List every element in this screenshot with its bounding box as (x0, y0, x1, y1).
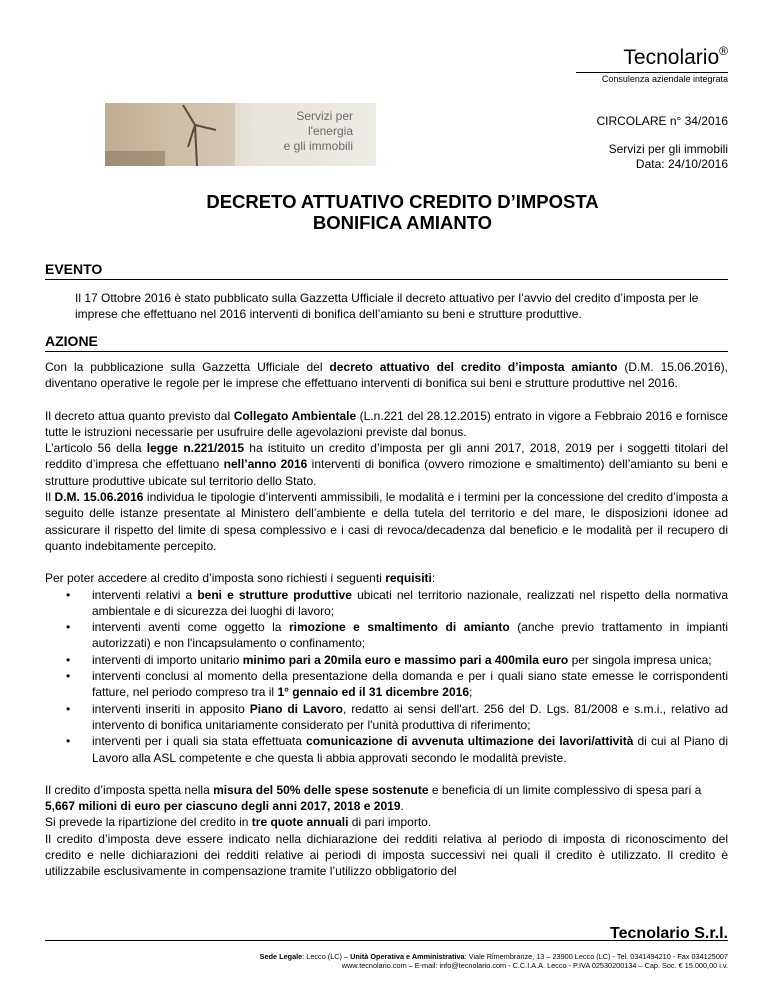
list-item: • interventi inseriti in apposito Piano di Lavoro, redatto ai sensi dell'art. 256 del D. Lgs. 81/2008 e s.m.i., relativo ad intervento di bonifica unitariamente considerato per l'unità produttiva di riferimento; (92, 701, 728, 734)
footer-divider (45, 940, 728, 941)
paragraph: Si prevede la ripartizione del credito in tre quote annuali di pari importo. (45, 815, 432, 830)
brand-tagline: Consulenza aziendale integrata (601, 74, 728, 84)
paragraph: Il D.M. 15.06.2016 individua le tipologie d’interventi ammissibili, le modalità e i termini per la concessione del credito d’imposta a seguito delle istanze presentate al Ministero dell’ambiente e della tutela del territorio e del mare, le disposizioni idonee ad assicurare il rispetto del limite di spesa complessivo e i casi di revoca/decadenza dal beneficio e le modalità per il recupero di quanto indebitamente percepito. (45, 490, 728, 553)
registered-mark: ® (719, 44, 728, 58)
list-item: • interventi relativi a beni e strutture produttive ubicati nel territorio nazionale, realizzati nel rispetto della normativa ambientale e di sicurezza dei luoghi di lavoro; (92, 587, 728, 620)
paragraph: Il credito d’imposta deve essere indicato nella dichiarazione dei redditi relativa al periodo di imposta di riconoscimento del credito e nelle dichiarazioni dei redditi relative ai periodi di imposta successivi nei quali il credito è utilizzato. Il credito è utilizzabile esclusivamente in compensazione tramite l’utilizzo obbligatorio del (45, 831, 728, 879)
list-item: • interventi per i quali sia stata effettuata comunicazione di avvenuta ultimazione dei lavori/attività di cui al Piano di Lavoro alla ASL competente e che questa li abbia approvati secondo le modalità previste. (92, 733, 728, 766)
paragraph: Il credito d’imposta spetta nella misura del 50% delle spese sostenute e beneficia di un limite complessivo di spesa pari a 5,667 milioni di euro per ciascuno degli anni 2017, 2018 e 2019. (45, 782, 702, 814)
section-divider (45, 351, 728, 352)
circular-date: Data: 24/10/2016 (635, 157, 728, 171)
requirements-intro: Per poter accedere al credito d’imposta sono richiesti i seguenti requisiti: (45, 571, 436, 586)
footer-contacts: www.tecnolario.com – E-mail: info@tecnolario.com - C.C.I.A.A. Lecco - P.IVA 02530200134 – Cap. Soc. € 15.000,00 i.v. (341, 961, 728, 970)
paragraph: Con la pubblicazione sulla Gazzetta Ufficiale del decreto attuativo del credito d’imposta amianto (D.M. 15.06.2016), diventano operative le regole per le imprese che effettuano interventi di bonifica sui beni e strutture produttive nel 2016. (45, 360, 729, 391)
circular-info (596, 114, 728, 172)
azione-body (45, 359, 728, 880)
list-item: • interventi di importo unitario minimo pari a 20mila euro e massimo pari a 400mila euro per singola impresa unica; (92, 652, 728, 668)
brand-name: Tecnolario® (623, 44, 728, 69)
paragraph: Il decreto attua quanto previsto dal Collegato Ambientale (L.n.221 del 28.12.2015) entrato in vigore a Febbraio 2016 e fornisce tutte le istruzioni necessarie per usufruire delle agevolazioni previste dal bonus. (45, 408, 728, 439)
section-divider (45, 279, 728, 280)
service-label: Servizi per gli immobili (608, 142, 728, 156)
evento-text: Il 17 Ottobre 2016 è stato pubblicato sulla Gazzetta Ufficiale il decreto attuativo per l’avvio del credito d’imposta per le imprese che effettuano nel 2016 interventi di bonifica dell’amianto su beni e strutture produttive. (75, 291, 699, 322)
title-line-2: BONIFICA AMIANTO (312, 212, 493, 233)
footer-company: Tecnolario S.r.l. (610, 925, 728, 942)
title-line-1: DECRETO ATTUATIVO CREDITO D’IMPOSTA (206, 191, 599, 212)
document-title (0, 191, 768, 233)
brand-divider (576, 72, 728, 73)
services-banner (105, 103, 376, 166)
list-item: • interventi aventi come oggetto la rimozione e smaltimento di amianto (anche previo trattamento in impianti autorizzati) e non l'incapsulamento o confinamento; (92, 619, 728, 652)
section-heading-evento: EVENTO (45, 261, 103, 277)
section-heading-azione: AZIONE (45, 333, 98, 349)
paragraph: L’articolo 56 della legge n.221/2015 ha istituito un credito d’imposta per gli anni 2017, 2018, 2019 per i soggetti titolari del reddito d’impresa che effettuano nell’anno 2016 interventi di bonifica (ovvero rimozione e smaltimento) dell’amianto su beni e strutture produttive ubicate sul territorio dello Stato. (45, 441, 729, 488)
banner-line-1: Servizi per l'energia (296, 109, 353, 138)
banner-line-2: e gli immobili (283, 139, 353, 153)
list-item: • interventi conclusi al momento della presentazione della domanda e per i quali siano state emesse le corrispondenti fatture, nel periodo compreso tra il 1° gennaio ed il 31 dicembre 2016; (92, 668, 728, 701)
circular-number: CIRCOLARE n° 34/2016 (596, 114, 728, 128)
footer-address: Sede Legale: Lecco (LC) – Unità Operativa e Amministrativa: Viale Rimembranze, 13 – 23900 Lecco (LC) - Tel. 0341494210 - Fax 034125007 (259, 952, 728, 961)
requirements-list (45, 587, 728, 766)
